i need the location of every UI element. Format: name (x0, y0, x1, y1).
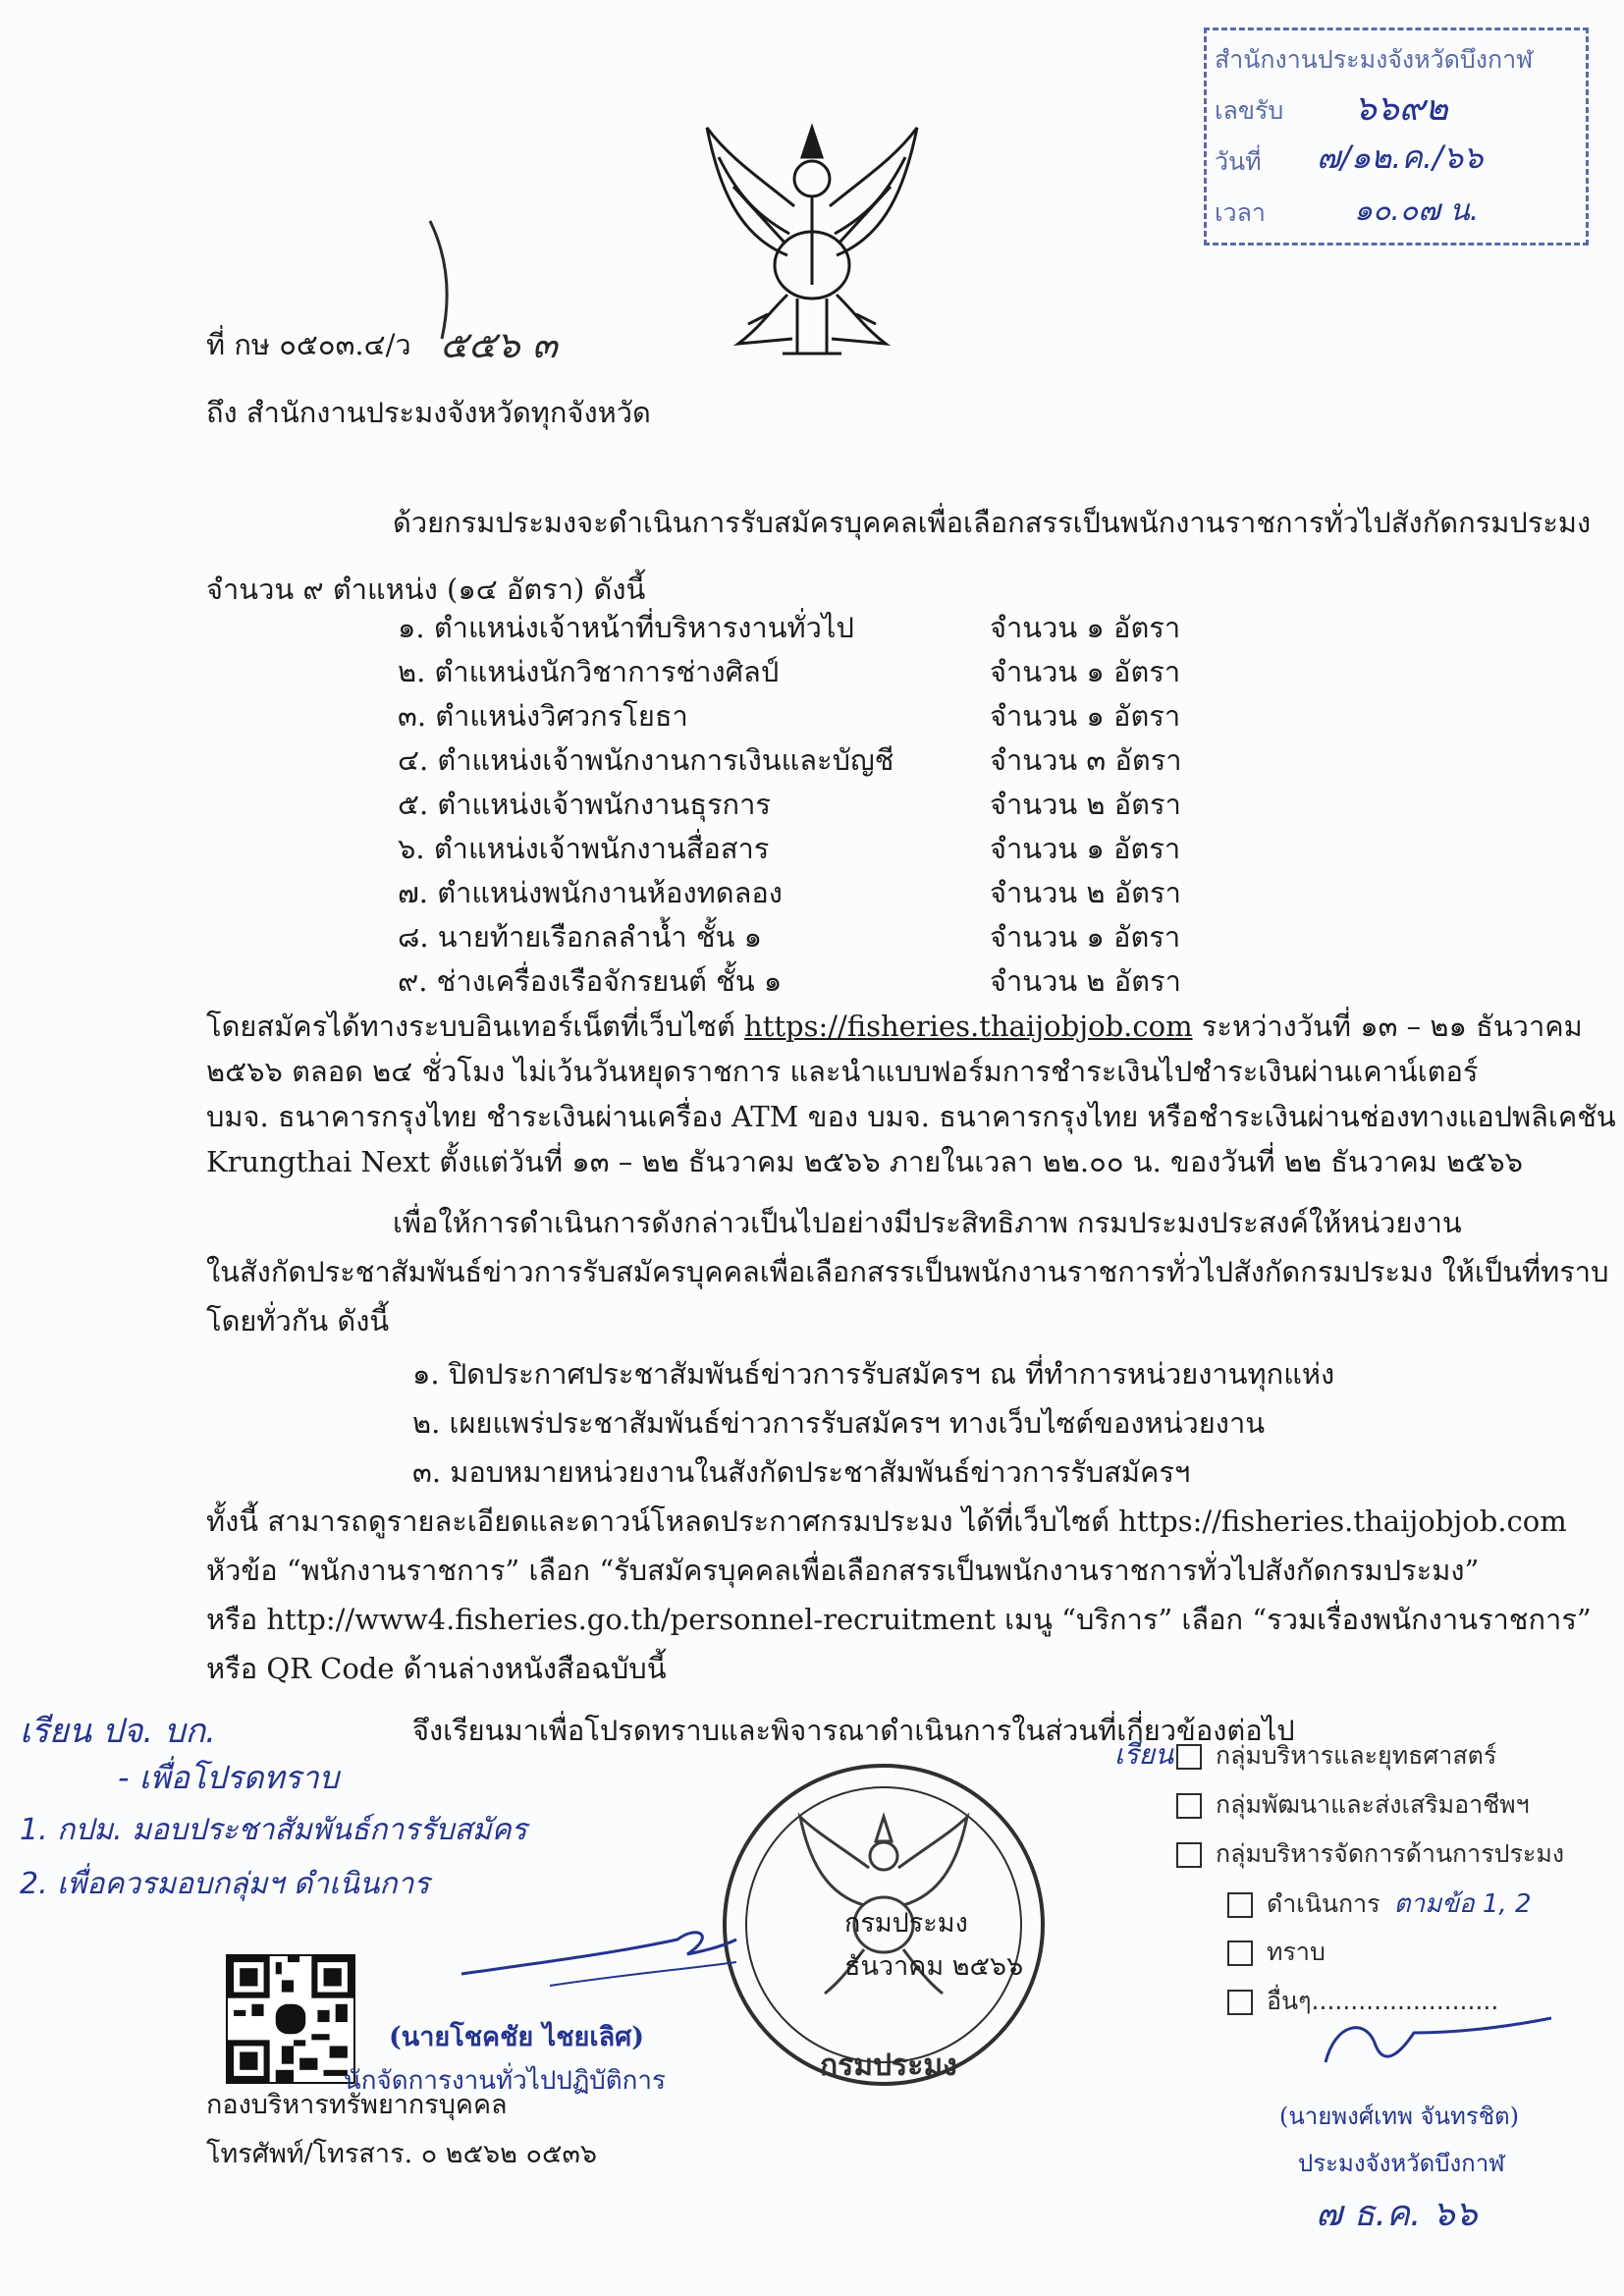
routing-option-action[interactable]: ดำเนินการ ตามข้อ 1, 2 (1227, 1884, 1532, 1924)
provincial-title: ประมงจังหวัดบึงกาฬ (1298, 2150, 1505, 2177)
note-line-2: - เพื่อโปรดทราบ (118, 1759, 339, 1796)
position-name: ๘. นายท้ายเรือกลลำน้ำ ชั้น ๑ (398, 920, 763, 954)
purpose-line-1: เพื่อให้การดำเนินการดังกล่าวเป็นไปอย่างมีประสิทธิภาพ กรมประมงประสงค์ให้หน่วยงาน (393, 1206, 1462, 1239)
doc-number: ที่ กษ ๐๕๐๓.๔/ว (206, 328, 411, 361)
position-name: ๗. ตำแหน่งพนักงานห้องทดลอง (398, 876, 783, 909)
position-count: จำนวน ๒ อัตรา (990, 964, 1181, 998)
doc-number-handwritten: ๕๕๖ ๓ (440, 323, 558, 366)
purpose-line-3: โดยทั่วกัน ดังนี้ (206, 1304, 390, 1338)
position-count: จำนวน ๑ อัตรา (990, 655, 1181, 688)
position-name: ๖. ตำแหน่งเจ้าพนักงานสื่อสาร (398, 832, 770, 865)
intro-line-1: ด้วยกรมประมงจะดำเนินการรับสมัครบุคคลเพื่อเลือกสรรเป็นพนักงานราชการทั่วไปสังกัดกรมประมง (393, 506, 1592, 539)
recipient: ถึง สำนักงานประมงจังหวัดทุกจังหวัด (206, 396, 651, 429)
action-item: ๑. ปิดประกาศประชาสัมพันธ์ข่าวการรับสมัครฯ ณ ที่ทำการหน่วยงานทุกแห่ง (412, 1357, 1335, 1391)
note-line-3: 1. กปม. มอบประชาสัมพันธ์การรับสมัคร (20, 1813, 527, 1847)
signature-stroke-icon (422, 216, 461, 344)
signatory-signature (452, 1915, 746, 1994)
footer-phone: โทรศัพท์/โทรสาร. ๐ ๒๕๖๒ ๐๕๓๖ (206, 2139, 598, 2169)
note-line-1: เรียน ปจ. บก. (20, 1712, 216, 1751)
position-count: จำนวน ๑ อัตรา (990, 611, 1181, 644)
action-item: ๒. เผยแพร่ประชาสัมพันธ์ข่าวการรับสมัครฯ ทางเว็บไซต์ของหน่วยงาน (412, 1406, 1266, 1440)
provincial-date: ๗ ธ.ค. ๖๖ (1316, 2194, 1478, 2234)
apply-text: โดยสมัครได้ทางระบบอินเทอร์เน็ตที่เว็บไซต์ (206, 1010, 745, 1043)
routing-group[interactable]: กลุ่มบริหารและยุทธศาสตร์ (1176, 1736, 1496, 1776)
position-count: จำนวน ๑ อัตรา (990, 832, 1181, 865)
stamp-date-label: วันที่ (1215, 147, 1262, 176)
recruitment-website-link[interactable]: https://fisheries.thaijobjob.com (744, 1010, 1193, 1043)
apply-line-4: Krungthai Next ตั้งแต่วันที่ ๑๓ – ๒๒ ธันวาคม ๒๕๖๖ ภายในเวลา ๒๒.๐๐ น. ของวันที่ ๒๒ ธันวาคม ๒๕๖๖ (206, 1145, 1524, 1178)
position-count: จำนวน ๒ อัตรา (990, 788, 1181, 821)
note-line-4: 2. เพื่อควรมอบกลุ่มฯ ดำเนินการ (20, 1867, 430, 1901)
position-name: ๓. ตำแหน่งวิศวกรโยธา (398, 699, 688, 733)
details-line-1: ทั้งนี้ สามารถดูรายละเอียดและดาวน์โหลดประกาศกรมประมง ได้ที่เว็บไซต์ https://fisheries.thaijobjob.com (206, 1504, 1567, 1538)
action-item: ๓. มอบหมายหน่วยงานในสังกัดประชาสัมพันธ์ข่าวการรับสมัครฯ (412, 1455, 1191, 1489)
stamp-office: สำนักงานประมงจังหวัดบึงกาฬ (1215, 45, 1534, 74)
position-count: จำนวน ๑ อัตรา (990, 920, 1181, 954)
position-count: จำนวน ๒ อัตรา (990, 876, 1181, 909)
position-name: ๕. ตำแหน่งเจ้าพนักงานธุรการ (398, 788, 771, 821)
intro-line-2: จำนวน ๙ ตำแหน่ง (๑๔ อัตรา) ดังนี้ (206, 573, 646, 606)
apply-text: ระหว่างวันที่ ๑๓ – ๒๑ ธันวาคม (1192, 1010, 1583, 1043)
details-line-3: หรือ http://www4.fisheries.go.th/personnel-recruitment เมนู “บริการ” เลือก “รวมเรื่องพนักงานราชการ” (206, 1603, 1592, 1636)
stamp-received-no-label: เลขรับ (1215, 96, 1284, 125)
footer-overlap-title: นักจัดการงานทั่วไปปฏิบัติการ (344, 2066, 666, 2096)
position-count: จำนวน ๑ อัตรา (990, 699, 1181, 733)
purpose-line-2: ในสังกัดประชาสัมพันธ์ข่าวการรับสมัครบุคคลเพื่อเลือกสรรเป็นพนักงานราชการทั่วไปสังกัดกรมประมง ให้เป็นที่ทราบ (206, 1255, 1609, 1288)
stamp-time: ๑๐.๐๗ น. (1354, 193, 1480, 228)
seal-dept: กรมประมง (844, 1908, 968, 1939)
routing-option-ack[interactable]: ทราบ (1227, 1933, 1326, 1972)
qr-code[interactable] (226, 1954, 355, 2084)
routing-group[interactable]: กลุ่มบริหารจัดการด้านการประมง (1176, 1834, 1564, 1874)
position-count: จำนวน ๓ อัตรา (990, 743, 1182, 777)
details-line-4: หรือ QR Code ด้านล่างหนังสือฉบับนี้ (206, 1652, 667, 1685)
footer-division: กองบริหารทรัพยากรบุคคล (206, 2090, 508, 2120)
provincial-signature (1306, 2003, 1561, 2082)
seal-date: ธันวาคม ๒๕๖๖ (844, 1951, 1024, 1982)
position-name: ๔. ตำแหน่งเจ้าพนักงานการเงินและบัญชี (398, 743, 894, 777)
garuda-emblem (699, 118, 925, 363)
stamp-date: ๗/๑๒.ค./๖๖ (1317, 138, 1484, 176)
seal-rim-text: กรมประมง (820, 2049, 957, 2083)
position-name: ๑. ตำแหน่งเจ้าหน้าที่บริหารงานทั่วไป (398, 611, 854, 644)
apply-line-3: บมจ. ธนาคารกรุงไทย ชำระเงินผ่านเครื่อง ATM ของ บมจ. ธนาคารกรุงไทย หรือชำระเงินผ่านช่องทางแอปพลิเคชัน (206, 1100, 1616, 1133)
stamp-received-no: ๖๖๙๒ (1354, 88, 1448, 129)
details-line-2: หัวข้อ “พนักงานราชการ” เลือก “รับสมัครบุคคลเพื่อเลือกสรรเป็นพนักงานราชการทั่วไปสังกัดกรมประมง” (206, 1554, 1480, 1587)
routing-to-label: เรียน (1114, 1738, 1174, 1771)
closing-line: จึงเรียนมาเพื่อโปรดทราบและพิจารณาดำเนินการในส่วนที่เกี่ยวข้องต่อไป (412, 1714, 1295, 1747)
routing-group[interactable]: กลุ่มพัฒนาและส่งเสริมอาชีพฯ (1176, 1785, 1530, 1825)
signatory-name: (นายโชคชัย ไชยเลิศ) (389, 2022, 645, 2052)
routing-option-other[interactable]: อื่นๆ........................ (1227, 1982, 1498, 2021)
provincial-name: (นายพงศ์เทพ จันทรชิต) (1279, 2103, 1519, 2130)
stamp-time-label: เวลา (1215, 198, 1266, 227)
position-name: ๒. ตำแหน่งนักวิชาการช่างศิลป์ (398, 655, 780, 688)
apply-line-2: ๒๕๖๖ ตลอด ๒๔ ชั่วโมง ไม่เว้นวันหยุดราชการ และนำแบบฟอร์มการชำระเงินไปชำระเงินผ่านเคาน์เตอร์ (206, 1055, 1479, 1088)
received-stamp (1204, 27, 1589, 246)
apply-line-1 (206, 1010, 1583, 1044)
position-name: ๙. ช่างเครื่องเรือจักรยนต์ ชั้น ๑ (398, 964, 783, 998)
